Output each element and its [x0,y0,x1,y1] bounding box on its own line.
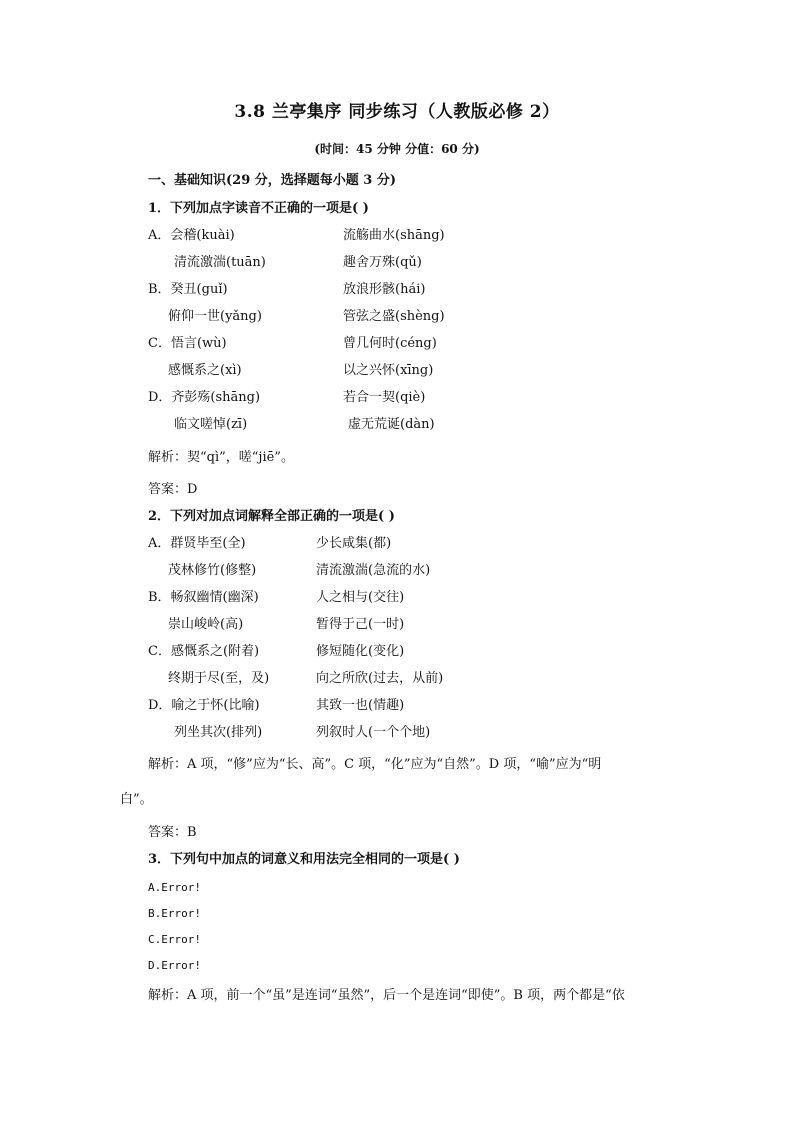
q2-option-a2-left: 茂林修竹(修整) [168,563,257,578]
q2-option-b2-right: 暂得于己(一时) [316,617,405,632]
question-3-stem: 3．下列句中加点的词意义和用法完全相同的一项是( ) [148,852,460,867]
q2-option-c2-left: 终期于尽(至，及) [168,671,270,686]
page-title: 3.8 兰亭集序 同步练习（人教版必修 2） [234,102,560,122]
q2-analysis-line-1: 解析：A 项，“修”应为“长、高”。C 项，“化”应为“自然”。D 项，“喻”应为“明 [148,757,602,772]
q1-option-b2-left: 俯仰一世(yǎng) [168,309,262,324]
q2-option-b-right: 人之相与(交往) [316,590,405,605]
q1-option-c2-right: 以之兴怀(xīng) [343,363,434,378]
q1-option-d2-right: 虚无荒诞(dàn) [348,417,435,432]
q3-option-d: D.Error! [148,959,201,972]
q2-analysis-line-2: 白”。 [120,792,153,807]
q1-option-d2-left: 临文嗟悼(zī) [174,417,248,432]
q3-analysis: 解析：A 项，前一个“虽”是连词“虽然”，后一个是连词“即使”。B 项，两个都是“依 [148,988,625,1003]
section-heading: 一、基础知识(29 分，选择题每小题 3 分) [148,173,397,188]
q1-analysis: 解析：契“qì”，嗟“jiē”。 [148,450,294,465]
q2-option-c-right: 修短随化(变化) [316,644,405,659]
q2-option-d-right: 其致一也(情趣) [316,698,405,713]
q1-option-c-right: 曾几何时(céng) [343,336,437,351]
q2-option-c-left: C．感慨系之(附着) [148,644,260,659]
question-2-stem: 2．下列对加点词解释全部正确的一项是( ) [148,509,395,524]
q1-option-b-right: 放浪形骸(hái) [343,282,426,297]
q1-option-a-left: A．会稽(kuài) [148,228,235,243]
q1-option-c-left: C．悟言(wù) [148,336,227,351]
q2-option-a-right: 少长咸集(都) [316,536,392,551]
q2-answer: 答案：B [148,825,197,840]
q2-option-a2-right: 清流激湍(急流的水) [316,563,431,578]
q2-option-b-left: B．畅叙幽情(幽深) [148,590,259,605]
q3-option-a: A.Error! [148,881,201,894]
q3-option-b: B.Error! [148,907,201,920]
page-subtitle: (时间：45 分钟 分值：60 分) [314,142,480,156]
q2-option-d2-left: 列坐其次(排列) [174,725,263,740]
q1-option-c2-left: 感慨系之(xì) [168,363,242,378]
q1-option-d-left: D．齐彭殇(shāng) [148,390,261,405]
q1-answer: 答案：D [148,482,198,497]
q2-option-b2-left: 崇山峻岭(高) [168,617,244,632]
q2-option-d2-right: 列叙时人(一个个地) [316,725,431,740]
q1-option-a2-right: 趣舍万殊(qǔ) [343,255,422,270]
q1-option-d-right: 若合一契(qiè) [343,390,426,405]
q1-option-b2-right: 管弦之盛(shèng) [343,309,445,324]
q2-option-c2-right: 向之所欣(过去，从前) [316,671,444,686]
q2-option-d-left: D．喻之于怀(比喻) [148,698,260,713]
question-1-stem: 1．下列加点字读音不正确的一项是( ) [148,201,369,216]
q1-option-a-right: 流觞曲水(shāng) [343,228,445,243]
q1-option-b-left: B．癸丑(guǐ) [148,282,228,297]
q3-option-c: C.Error! [148,933,201,946]
q1-option-a2-left: 清流激湍(tuān) [174,255,266,270]
q2-option-a-left: A．群贤毕至(全) [148,536,246,551]
